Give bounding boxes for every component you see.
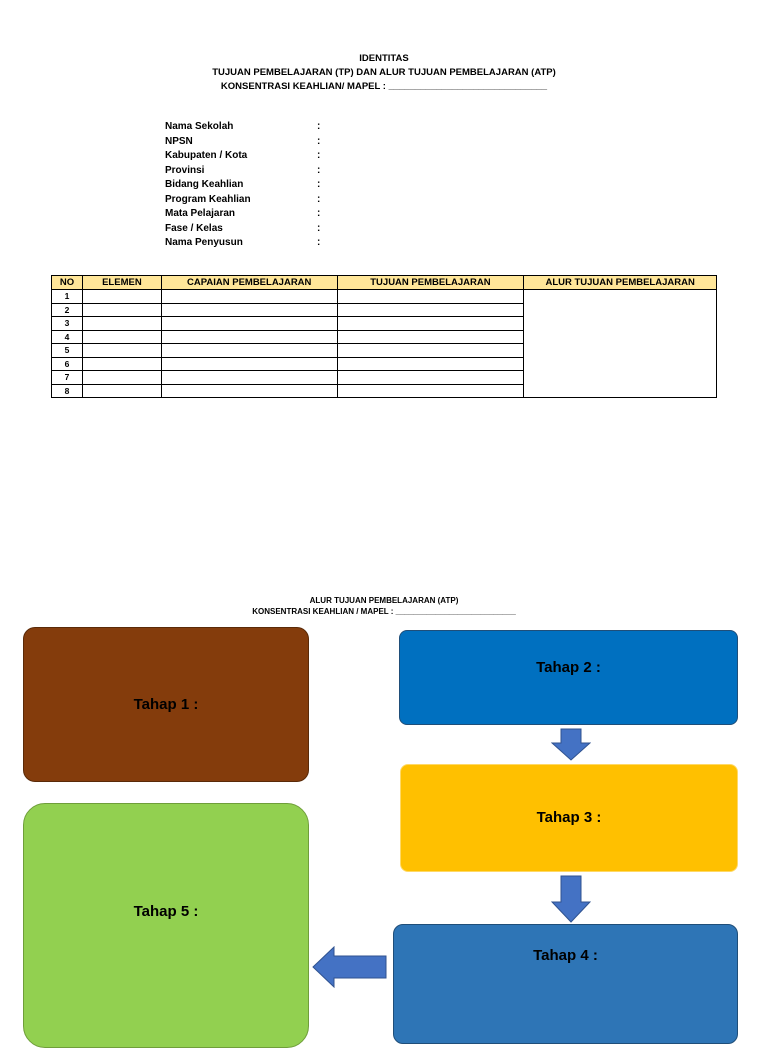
- field-bidang-keahlian: Bidang Keahlian :: [165, 179, 321, 190]
- field-mata-pelajaran: Mata Pelajaran :: [165, 208, 321, 219]
- cell-capaian[interactable]: [161, 371, 337, 385]
- tahap-1-box[interactable]: [23, 627, 309, 782]
- cell-elemen[interactable]: [82, 317, 161, 331]
- field-kabupaten-kota: Kabupaten / Kota :: [165, 150, 321, 161]
- cell-elemen[interactable]: [82, 290, 161, 304]
- cell-capaian[interactable]: [161, 357, 337, 371]
- field-program-keahlian: Program Keahlian :: [165, 193, 321, 205]
- row-number: 8: [52, 384, 83, 398]
- col-header-tujuan: TUJUAN PEMBELAJARAN: [337, 276, 524, 290]
- identity-fields: [165, 120, 321, 251]
- atp-table: [51, 275, 717, 398]
- cell-capaian[interactable]: [161, 330, 337, 344]
- arrow-down-icon: [551, 875, 591, 923]
- row-number: 1: [52, 290, 83, 304]
- tahap-3-label: Tahap 3 :: [536, 808, 602, 826]
- cell-tujuan[interactable]: [337, 344, 524, 358]
- row-number: 5: [52, 344, 83, 358]
- atp-flow-title: ALUR TUJUAN PEMBELAJARAN (ATP): [309, 596, 459, 605]
- cell-elemen[interactable]: [82, 371, 161, 385]
- atp-flow-konsentrasi-line: KONSENTRASI KEAHLIAN / MAPEL : ___________________________: [252, 607, 516, 616]
- doc-konsentrasi-line: KONSENTRASI KEAHLIAN/ MAPEL : ______________________________: [220, 81, 548, 92]
- field-nama-penyusun: Nama Penyusun :: [165, 237, 321, 248]
- cell-tujuan[interactable]: [337, 330, 524, 344]
- col-header-alur: ALUR TUJUAN PEMBELAJARAN: [524, 276, 717, 290]
- cell-tujuan[interactable]: [337, 384, 524, 398]
- tahap-3-box[interactable]: [400, 764, 738, 872]
- field-provinsi: Provinsi :: [165, 164, 321, 176]
- col-header-elemen: ELEMEN: [82, 276, 161, 290]
- tahap-4-label: Tahap 4 :: [533, 946, 598, 964]
- arrow-down-icon: [551, 728, 591, 761]
- cell-elemen[interactable]: [82, 344, 161, 358]
- cell-elemen[interactable]: [82, 384, 161, 398]
- table-header-row: [52, 276, 717, 290]
- field-nama-sekolah: Nama Sekolah :: [165, 121, 321, 132]
- doc-title: IDENTITAS: [359, 53, 409, 64]
- cell-capaian[interactable]: [161, 303, 337, 317]
- cell-elemen[interactable]: [82, 357, 161, 371]
- row-number: 2: [52, 303, 83, 317]
- field-fase-kelas: Fase / Kelas :: [165, 222, 321, 234]
- row-number: 6: [52, 357, 83, 371]
- col-header-capaian: CAPAIAN PEMBELAJARAN: [161, 276, 337, 290]
- tahap-5-label: Tahap 5 :: [133, 903, 199, 920]
- row-number: 4: [52, 330, 83, 344]
- arrow-left-icon: [312, 946, 388, 988]
- tahap-2-label: Tahap 2 :: [536, 659, 601, 676]
- cell-elemen[interactable]: [82, 303, 161, 317]
- cell-capaian[interactable]: [161, 344, 337, 358]
- tahap-5-box[interactable]: [23, 803, 309, 1048]
- doc-subtitle: TUJUAN PEMBELAJARAN (TP) DAN ALUR TUJUAN PEMBELAJARAN (ATP): [212, 67, 556, 78]
- cell-capaian[interactable]: [161, 384, 337, 398]
- tahap-1-label: Tahap 1 :: [133, 696, 199, 713]
- cell-alur[interactable]: [524, 290, 717, 398]
- col-header-no: NO: [52, 276, 83, 290]
- cell-elemen[interactable]: [82, 330, 161, 344]
- cell-tujuan[interactable]: [337, 357, 524, 371]
- field-npsn: NPSN :: [165, 135, 321, 147]
- cell-tujuan[interactable]: [337, 303, 524, 317]
- cell-capaian[interactable]: [161, 290, 337, 304]
- table-row: [52, 290, 717, 304]
- row-number: 3: [52, 317, 83, 331]
- cell-capaian[interactable]: [161, 317, 337, 331]
- cell-tujuan[interactable]: [337, 371, 524, 385]
- row-number: 7: [52, 371, 83, 385]
- cell-tujuan[interactable]: [337, 317, 524, 331]
- tahap-4-box[interactable]: [393, 924, 738, 1044]
- tahap-2-box[interactable]: [399, 630, 738, 725]
- cell-tujuan[interactable]: [337, 290, 524, 304]
